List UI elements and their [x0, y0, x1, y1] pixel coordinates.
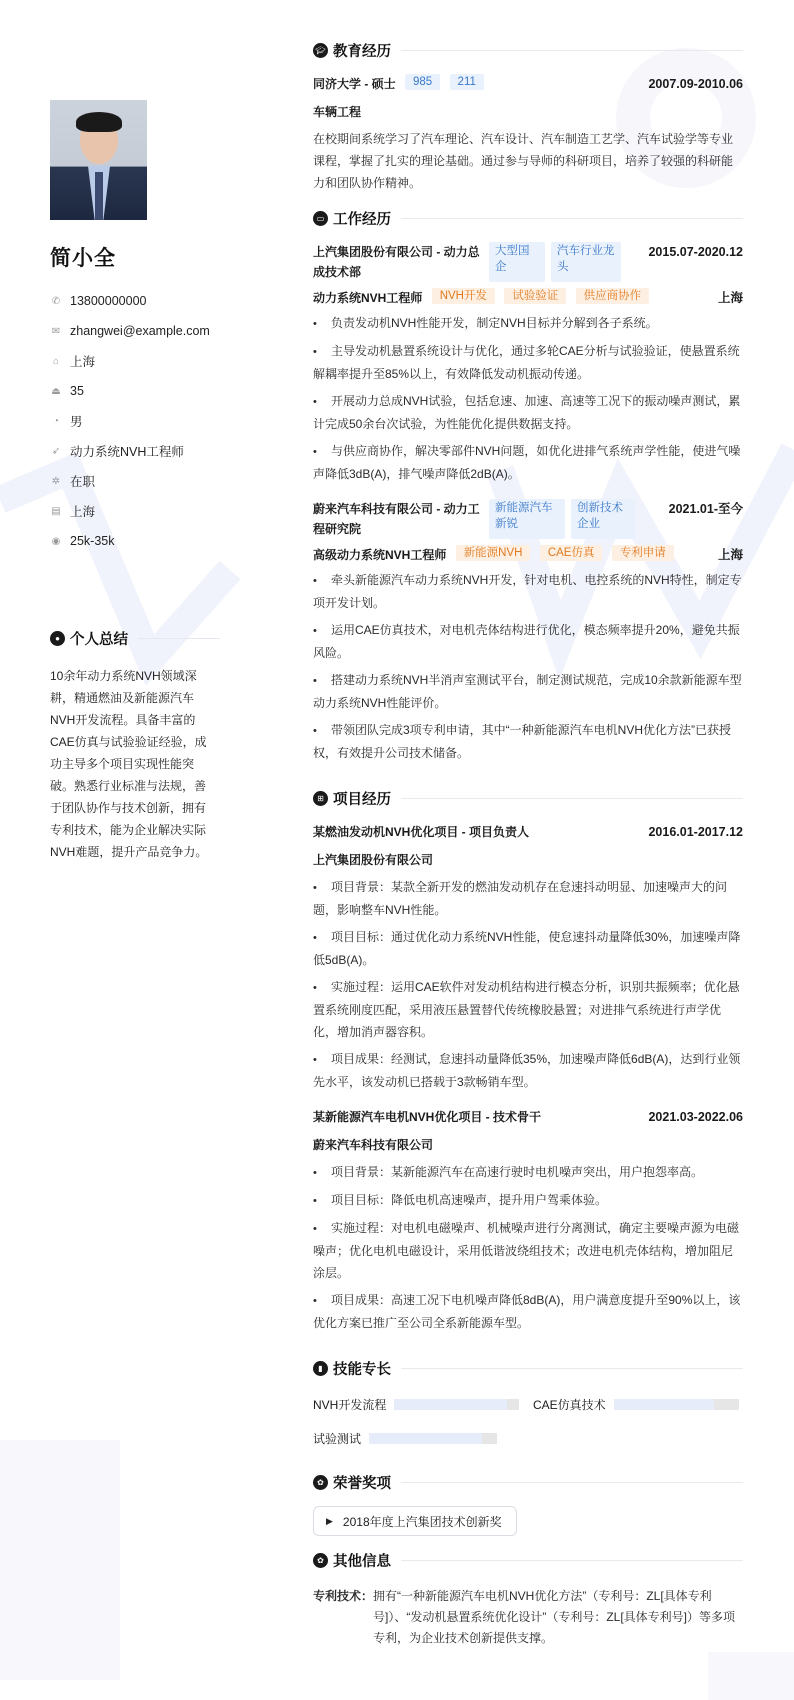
job-role: 高级动力系统NVH工程师: [313, 548, 447, 562]
info-gender: ◔ 男: [50, 406, 220, 436]
tag: 创新技术企业: [571, 499, 635, 539]
decorative-block: [708, 1652, 794, 1700]
section-header: ▭ 工作经历: [313, 206, 743, 230]
divider: [401, 1560, 743, 1561]
play-triangle-icon: ▶: [326, 1515, 333, 1526]
section-header: ✿ 荣誉奖项: [313, 1470, 743, 1494]
skills-section: [313, 1356, 743, 1448]
date-range: 2007.09-2010.06: [648, 77, 743, 91]
tag: 新能源汽车新锐: [489, 499, 565, 539]
skill-item: [313, 1430, 497, 1447]
info-job: ➶ 动力系统NVH工程师: [51, 445, 184, 459]
tag: 大型国企: [489, 242, 545, 282]
date-range: 2021.03-2022.06: [648, 1110, 743, 1124]
company-name: 蔚来汽车科技有限公司 - 动力工程研究院: [313, 502, 480, 536]
user-icon: ●: [50, 631, 65, 646]
info-phone: ✆ 13800000000: [51, 294, 147, 308]
company-name: 上汽集团股份有限公司 - 动力总成技术部: [313, 245, 480, 279]
age-icon: ⏏: [51, 385, 61, 397]
tag: 专利申请: [612, 545, 674, 561]
divider: [401, 1482, 743, 1483]
decorative-block: [0, 1440, 120, 1680]
other-label: 专利技术：: [313, 1589, 374, 1603]
contact-info-list: [50, 286, 220, 556]
tag: 试验验证: [504, 288, 566, 304]
resume-main: [313, 38, 743, 1649]
project-name: 某新能源汽车电机NVH优化项目 - 技术骨干: [313, 1110, 542, 1124]
skill-name: CAE仿真技术: [533, 1397, 606, 1412]
tag: 新能源NVH: [456, 545, 531, 561]
city-icon: ▤: [51, 505, 61, 517]
info-email: ✉ zhangwei@example.com: [51, 324, 210, 338]
status-icon: ✲: [51, 475, 61, 487]
divider: [401, 218, 743, 219]
phone-icon: ✆: [51, 295, 61, 307]
work-section: [313, 206, 743, 764]
info-salary: ◉ 25k-35k: [51, 534, 115, 548]
tag: 211: [450, 74, 484, 90]
section-header: ▮ 技能专长: [313, 1356, 743, 1380]
skill-bar: [394, 1399, 519, 1410]
award-icon: ✿: [313, 1475, 328, 1490]
divider: [401, 50, 743, 51]
home-icon: ⌂: [52, 355, 60, 367]
tag: 汽车行业龙头: [551, 242, 621, 282]
section-header: 🎓︎ 教育经历: [313, 38, 743, 62]
salary-icon: ◉: [51, 535, 61, 547]
tag: 985: [405, 74, 440, 90]
graduation-cap-icon: 🎓︎: [313, 43, 328, 58]
grid-icon: ⊞: [313, 791, 328, 806]
date-range: 2021.01-至今: [668, 502, 743, 516]
project-name: 某燃油发动机NVH优化项目 - 项目负责人: [313, 825, 530, 839]
awards-section: [313, 1470, 743, 1536]
project-bullets: • 项目背景：某款全新开发的燃油发动机存在怠速抖动明显、加速噪声大的问题，影响整车NVH性能。 • 项目目标：通过优化动力系统NVH性能，使怠速抖动量降低30%，加速噪声降低5dB(A)。 • 实施过程：运用CAE软件对发动机结构进行模态分析，识别共振频率；优化悬置系统刚度匹配，采用液压悬置替代传统橡胶悬置；对进排气系统进行声学优化，增加消声器容积。 • 项目成果：经测试，怠速抖动量降低35%，加速噪声降低6dB(A)，达到行业领先水平，该发动机已搭载于3款畅销车型。: [313, 876, 743, 1093]
tag: 供应商协作: [576, 288, 650, 304]
skill-item: [313, 1396, 533, 1413]
section-header: ⊞ 项目经历: [313, 786, 743, 810]
education-row: [313, 74, 743, 94]
school-name: 同济大学 - 硕士: [313, 77, 396, 91]
job-role: 动力系统NVH工程师: [313, 291, 423, 305]
gender-icon: ◔: [52, 415, 60, 427]
job-location: 上海: [717, 291, 743, 305]
skill-name: 试验测试: [313, 1431, 362, 1446]
bar-chart-icon: ▮: [313, 1361, 328, 1376]
other-section: [313, 1548, 743, 1649]
tag: NVH开发: [432, 288, 495, 304]
project-item: [313, 822, 743, 1093]
mail-icon: ✉: [51, 325, 61, 337]
other-value: 拥有“一种新能源汽车电机NVH优化方法”（专利号：ZL[具体专利号]）、“发动机悬置系统优化设计”（专利号：ZL[具体专利号]）等多项专利，为企业技术创新提供支撑。: [373, 1589, 736, 1645]
job-bullets: • 负责发动机NVH性能开发，制定NVH目标并分解到各子系统。 • 主导发动机悬置系统设计与优化，通过多轮CAE分析与试验验证，使悬置系统解耦率提升至85%以上，有效降低发动机振动传递。 • 开展动力总成NVH试验，包括怠速、加速、高速等工况下的振动噪声测试，累计完成50余台次试验，为性能优化提供数据支持。 • 与供应商协作，解决零部件NVH问题，如优化进排气系统声学性能，使进气噪声降低3dB(A)，排气噪声降低2dB(A)。: [313, 312, 743, 485]
briefcase-icon: ▭: [313, 211, 328, 226]
info-status: ✲ 在职: [51, 475, 96, 489]
profile-sidebar: [50, 100, 220, 863]
job-item: [313, 242, 743, 485]
other-item: [313, 1586, 743, 1649]
job-location: 上海: [717, 548, 743, 562]
award-item[interactable]: ▶ 2018年度上汽集团技术创新奖: [313, 1506, 517, 1536]
profile-name: 简小全: [50, 247, 116, 270]
summary-header: [50, 628, 220, 649]
project-item: [313, 1107, 743, 1334]
projects-section: [313, 786, 743, 1334]
project-company: 蔚来汽车科技有限公司: [313, 1138, 434, 1152]
divider: [138, 638, 220, 639]
job-icon: ➶: [51, 445, 61, 457]
info-hometown: ⌂ 上海: [50, 346, 220, 376]
date-range: 2015.07-2020.12: [648, 245, 743, 259]
skill-item: [533, 1396, 739, 1413]
profile-photo: [50, 100, 147, 220]
info-age: ⏏ 35: [51, 384, 84, 398]
info-city: ▤ 上海: [51, 505, 96, 519]
project-bullets: • 项目背景：某新能源汽车在高速行驶时电机噪声突出，用户抱怨率高。 • 项目目标：降低电机高速噪声，提升用户驾乘体验。 • 实施过程：对电机电磁噪声、机械噪声进行分离测试，确定主要噪声源为电磁噪声；优化电机电磁设计，采用低谐波绕组技术；改进电机壳体结构，增加阻尼涂层。 • 项目成果：高速工况下电机噪声降低8dB(A)，用户满意度提升至90%以上，该优化方案已推广至公司全系新能源车型。: [313, 1161, 743, 1334]
skill-bar: [369, 1433, 497, 1444]
info-icon: ✿: [313, 1553, 328, 1568]
education-section: [313, 38, 743, 194]
skill-bar: [614, 1399, 739, 1410]
summary-title: 个人总结: [70, 632, 128, 648]
skill-name: NVH开发流程: [313, 1397, 387, 1412]
tag: CAE仿真: [540, 545, 603, 561]
date-range: 2016.01-2017.12: [648, 825, 743, 839]
divider: [401, 1368, 743, 1369]
summary-text: 10余年动力系统NVH领域深耕，精通燃油及新能源汽车NVH开发流程。具备丰富的CAE仿真与试验验证经验，成功主导多个项目实现性能突破。熟悉行业标准与法规，善于团队协作与技术创新，拥有专利技术，能为企业解决实际NVH难题，提升产品竞争力。: [50, 669, 208, 859]
job-item: [313, 499, 743, 764]
education-desc: 在校期间系统学习了汽车理论、汽车设计、汽车制造工艺学、汽车试验学等专业课程，掌握了扎实的理论基础。通过参与导师的科研项目，培养了较强的科研能力和团队协作精神。: [313, 132, 734, 190]
major: 车辆工程: [313, 105, 362, 119]
section-header: ✿ 其他信息: [313, 1548, 743, 1572]
job-bullets: • 牵头新能源汽车动力系统NVH开发，针对电机、电控系统的NVH特性，制定专项开发计划。 • 运用CAE仿真技术，对电机壳体结构进行优化，模态频率提升20%，避免共振风险。 • 搭建动力系统NVH半消声室测试平台，制定测试规范，完成10余款新能源车型动力系统NVH性能评价。 • 带领团队完成3项专利申请，其中“一种新能源汽车电机NVH优化方法”已获授权，有效提升公司技术储备。: [313, 569, 743, 764]
divider: [401, 798, 743, 799]
project-company: 上汽集团股份有限公司: [313, 853, 434, 867]
